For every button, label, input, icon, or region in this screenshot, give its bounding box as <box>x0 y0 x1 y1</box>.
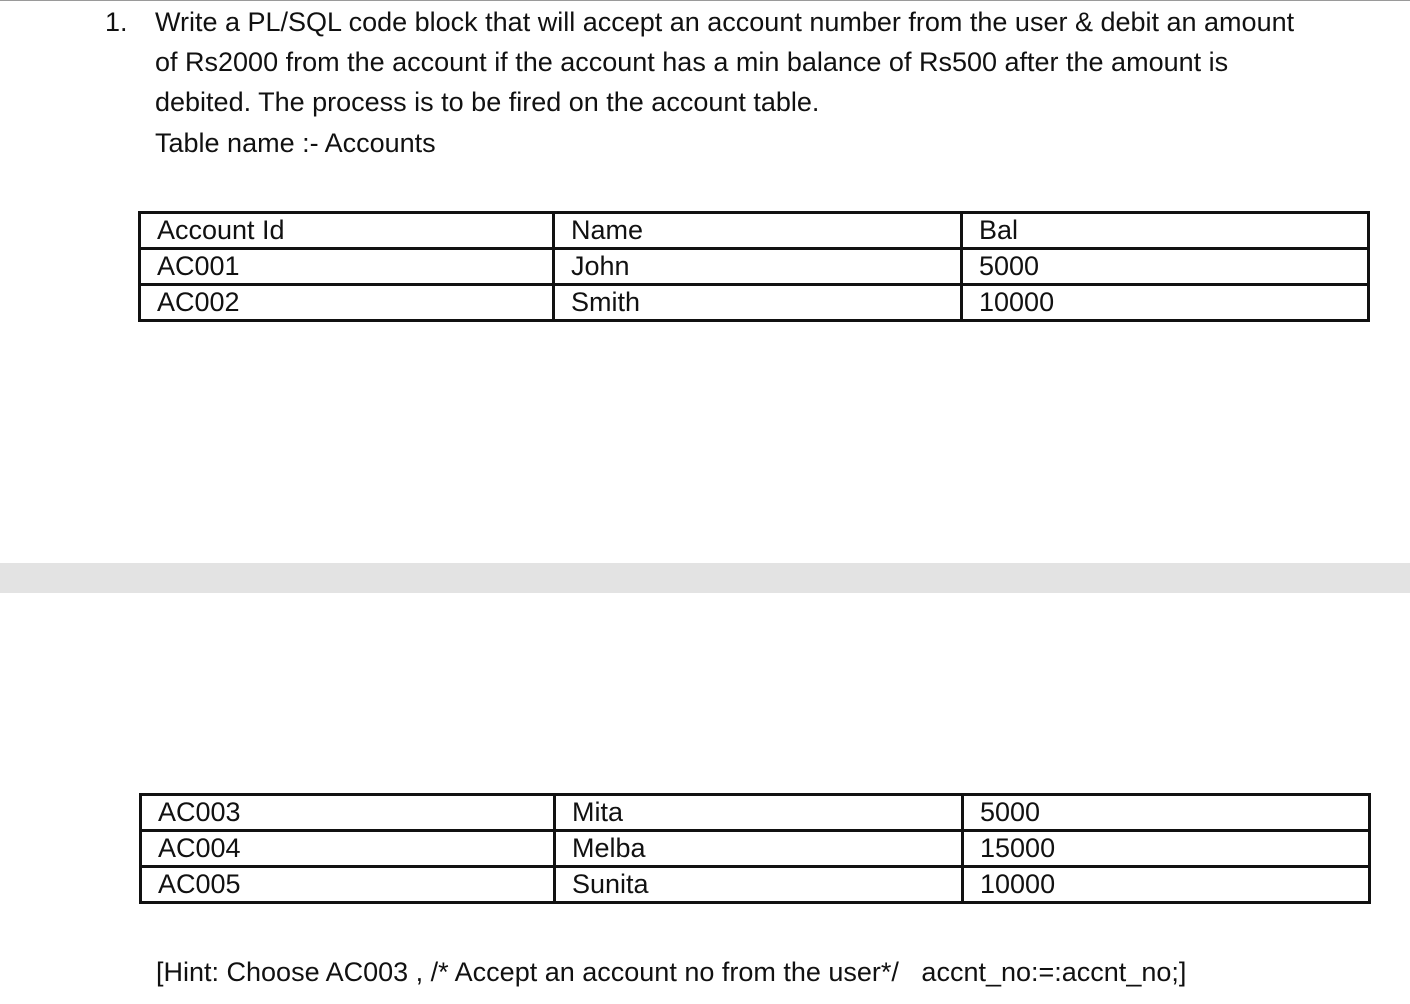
cell-account-id: AC001 <box>140 249 554 285</box>
header-bal: Bal <box>962 213 1369 249</box>
cell-name: Sunita <box>555 867 963 903</box>
cell-account-id: AC004 <box>141 831 555 867</box>
cell-bal: 10000 <box>962 285 1369 321</box>
table-row <box>140 249 1369 285</box>
cell-account-id: AC003 <box>141 795 555 831</box>
cell-bal: 5000 <box>963 795 1370 831</box>
table-row <box>141 867 1370 903</box>
cell-account-id: AC005 <box>141 867 555 903</box>
hint-text: [Hint: Choose AC003 , /* Accept an account no from the user*/ accnt_no:=:accnt_no;] <box>156 957 1187 987</box>
cell-name: Mita <box>555 795 963 831</box>
accounts-table-top <box>138 211 1370 322</box>
table-header-row <box>140 213 1369 249</box>
table-row <box>140 285 1369 321</box>
cell-bal: 15000 <box>963 831 1370 867</box>
table-name-label: Table name :- Accounts <box>155 128 436 158</box>
cell-bal: 5000 <box>962 249 1369 285</box>
question-line: Write a PL/SQL code block that will accept an account number from the user & debit an amount <box>155 7 1295 37</box>
page-top-rule <box>0 0 1410 1</box>
question-line: of Rs2000 from the account if the account has a min balance of Rs500 after the amount is <box>155 47 1229 77</box>
header-name: Name <box>554 213 962 249</box>
cell-name: Melba <box>555 831 963 867</box>
question-line: debited. The process is to be fired on the account table. <box>155 87 820 117</box>
header-account-id: Account Id <box>140 213 554 249</box>
cell-account-id: AC002 <box>140 285 554 321</box>
question-number: 1. <box>105 7 128 37</box>
cell-name: John <box>554 249 962 285</box>
table-row <box>141 795 1370 831</box>
cell-bal: 10000 <box>963 867 1370 903</box>
accounts-table-bottom <box>139 793 1371 904</box>
table-row <box>141 831 1370 867</box>
cell-name: Smith <box>554 285 962 321</box>
question-body <box>155 2 1375 163</box>
page-break-gap <box>0 563 1410 593</box>
